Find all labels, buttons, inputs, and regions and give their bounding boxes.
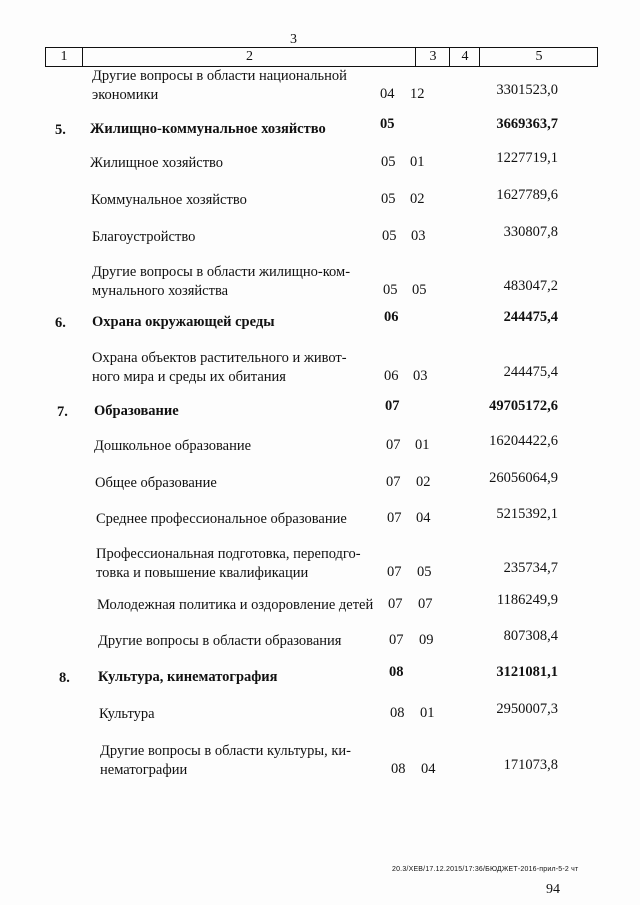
row-amount: 2950007,3 bbox=[496, 701, 558, 717]
subsection-code: 12 bbox=[410, 86, 425, 102]
section-code: 07 bbox=[386, 437, 401, 453]
row-amount: 244475,4 bbox=[503, 309, 558, 325]
section-number: 6. bbox=[55, 315, 66, 331]
row-amount: 1627789,6 bbox=[496, 187, 558, 203]
row-amount: 16204422,6 bbox=[489, 433, 558, 449]
header-col-1: 1 bbox=[60, 49, 68, 64]
section-number: 5. bbox=[55, 122, 66, 138]
row-name bbox=[98, 668, 278, 687]
row-name-line: Жилищное хозяйство bbox=[90, 155, 224, 171]
row-name-line: ного мира и среды их обитания bbox=[92, 369, 286, 385]
section-code: 04 bbox=[380, 86, 395, 102]
row-name bbox=[90, 154, 223, 173]
row-name bbox=[92, 67, 347, 105]
row-name-line: Дошкольное образование bbox=[94, 438, 252, 454]
section-code: 06 bbox=[384, 368, 399, 384]
subsection-code: 09 bbox=[419, 632, 434, 648]
row-amount: 1186249,9 bbox=[496, 592, 558, 608]
row-amount: 3121081,1 bbox=[496, 664, 558, 680]
section-number: 7. bbox=[57, 404, 68, 420]
header-col-2: 2 bbox=[82, 48, 416, 66]
row-name-line: Другие вопросы в области жилищно-ком- bbox=[92, 264, 351, 280]
row-amount: 49705172,6 bbox=[489, 398, 558, 414]
row-name-line: Другие вопросы в области культуры, ки- bbox=[100, 743, 351, 759]
header-col-4: 4 bbox=[449, 48, 480, 66]
row-name bbox=[90, 120, 326, 139]
subsection-code: 03 bbox=[411, 228, 426, 244]
row-name bbox=[94, 402, 179, 421]
section-code: 07 bbox=[385, 398, 400, 414]
row-name bbox=[92, 313, 275, 332]
table-header bbox=[45, 47, 598, 67]
row-amount: 26056064,9 bbox=[489, 470, 558, 486]
row-name-line: Другие вопросы в области национальной bbox=[92, 68, 347, 84]
row-amount: 244475,4 bbox=[503, 364, 558, 380]
row-name-line: товка и повышение квалификации bbox=[96, 565, 309, 581]
row-name-line: мунального хозяйства bbox=[92, 283, 229, 299]
row-name bbox=[91, 191, 247, 210]
subsection-code: 03 bbox=[413, 368, 428, 384]
subsection-code: 05 bbox=[417, 564, 432, 580]
subsection-code: 05 bbox=[412, 282, 427, 298]
header-col-5: 5 bbox=[479, 48, 598, 66]
section-code: 08 bbox=[391, 761, 406, 777]
row-name-line: Образование bbox=[94, 403, 179, 419]
subsection-code: 01 bbox=[420, 705, 435, 721]
row-name bbox=[100, 742, 351, 780]
row-name-line: нематографии bbox=[100, 762, 188, 778]
row-name-line: Общее образование bbox=[95, 475, 217, 491]
subsection-code: 02 bbox=[416, 474, 431, 490]
row-name bbox=[99, 705, 155, 724]
row-name-line: Культура bbox=[99, 706, 155, 722]
row-name-line: Другие вопросы в области образования bbox=[98, 633, 342, 649]
row-name-line: Охрана объектов растительного и живот- bbox=[92, 350, 347, 366]
section-code: 05 bbox=[382, 228, 397, 244]
row-name-line: Профессиональная подготовка, переподго- bbox=[96, 546, 361, 562]
subsection-code: 07 bbox=[418, 596, 433, 612]
row-amount: 3669363,7 bbox=[496, 116, 558, 132]
row-name bbox=[95, 474, 217, 493]
subsection-code: 04 bbox=[421, 761, 436, 777]
leaf-number: 94 bbox=[546, 882, 560, 897]
row-name-line: экономики bbox=[92, 87, 159, 103]
section-code: 05 bbox=[381, 191, 396, 207]
row-name-line: Благоустройство bbox=[92, 229, 196, 245]
section-code: 08 bbox=[389, 664, 404, 680]
section-code: 07 bbox=[387, 564, 402, 580]
row-amount: 235734,7 bbox=[503, 560, 558, 576]
section-code: 07 bbox=[389, 632, 404, 648]
section-code: 05 bbox=[381, 154, 396, 170]
row-name bbox=[97, 596, 373, 615]
subsection-code: 04 bbox=[416, 510, 431, 526]
row-amount: 330807,8 bbox=[503, 224, 558, 240]
row-amount: 1227719,1 bbox=[496, 150, 558, 166]
section-code: 07 bbox=[388, 596, 403, 612]
section-code: 07 bbox=[386, 474, 401, 490]
row-name bbox=[98, 632, 341, 651]
row-name bbox=[92, 228, 195, 247]
row-amount: 3301523,0 bbox=[496, 82, 558, 98]
row-name bbox=[96, 545, 361, 583]
subsection-code: 02 bbox=[410, 191, 425, 207]
row-name-line: Культура, кинематография bbox=[98, 669, 278, 685]
subsection-code: 01 bbox=[415, 437, 430, 453]
document-footer: 20.3/ХЕВ/17.12.2015/17:36/БЮДЖЕТ-2016-прил-5-2 чт bbox=[392, 866, 579, 873]
section-code: 05 bbox=[383, 282, 398, 298]
row-name-line: Охрана окружающей среды bbox=[92, 314, 275, 330]
section-code: 06 bbox=[384, 309, 399, 325]
section-code: 07 bbox=[387, 510, 402, 526]
page-number: 3 bbox=[290, 32, 297, 47]
section-code: 05 bbox=[380, 116, 395, 132]
row-name-line: Коммунальное хозяйство bbox=[91, 192, 247, 208]
row-name-line: Молодежная политика и оздоровление детей bbox=[97, 597, 374, 613]
row-amount: 5215392,1 bbox=[496, 506, 558, 522]
subsection-code: 01 bbox=[410, 154, 425, 170]
header-col-3: 3 bbox=[415, 48, 450, 66]
row-amount: 807308,4 bbox=[503, 628, 558, 644]
row-amount: 483047,2 bbox=[503, 278, 558, 294]
row-amount: 171073,8 bbox=[503, 757, 558, 773]
section-number: 8. bbox=[59, 670, 70, 686]
row-name bbox=[96, 510, 347, 529]
row-name-line: Жилищно-коммунальное хозяйство bbox=[90, 121, 326, 137]
row-name bbox=[94, 437, 251, 456]
section-code: 08 bbox=[390, 705, 405, 721]
row-name-line: Среднее профессиональное образование bbox=[96, 511, 347, 527]
row-name bbox=[92, 349, 347, 387]
row-name bbox=[92, 263, 350, 301]
